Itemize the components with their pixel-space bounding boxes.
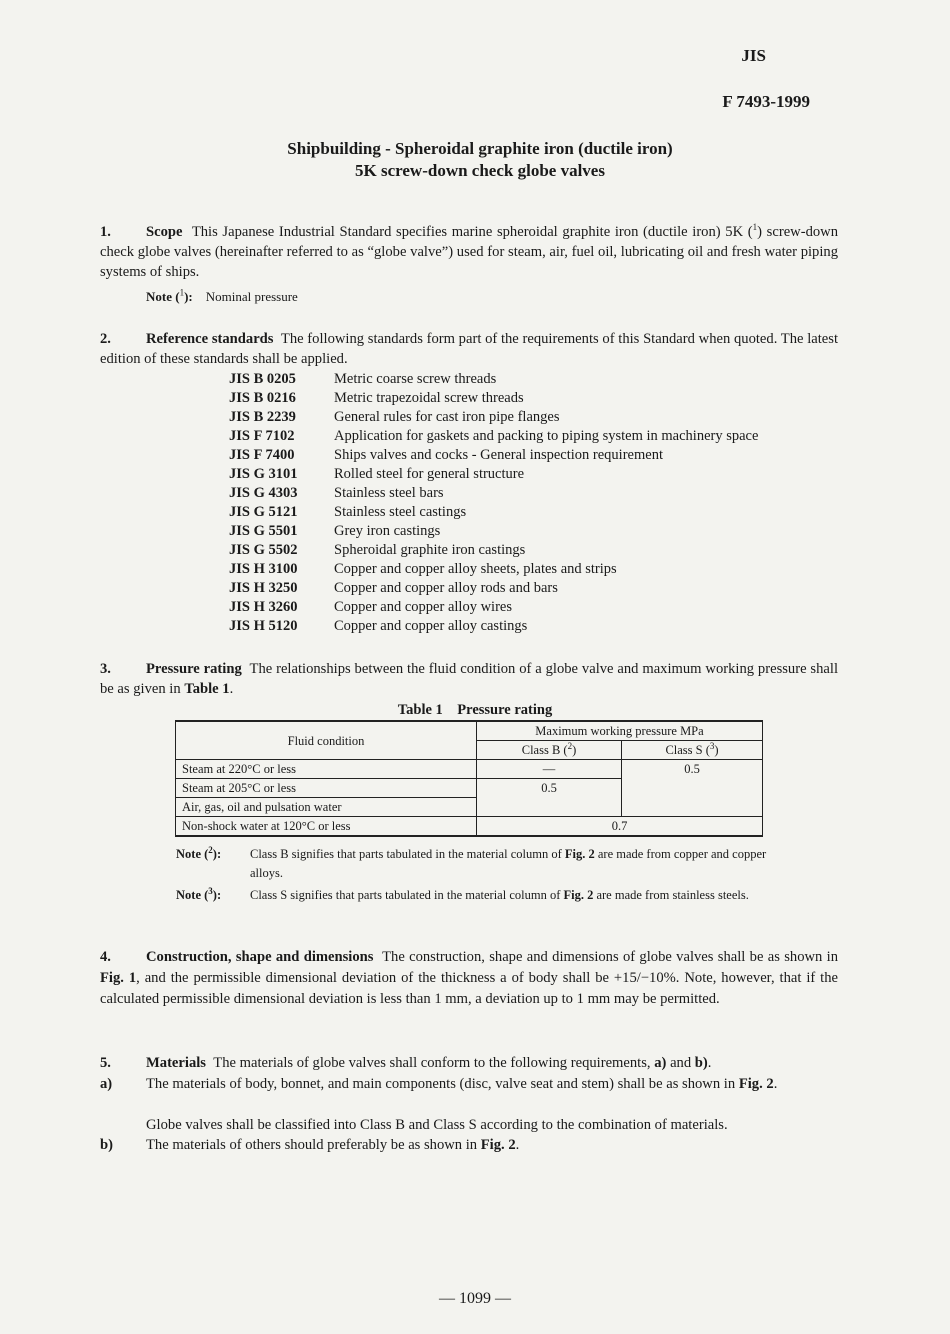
section-reference-standards bbox=[100, 329, 838, 369]
note-ref: 3 bbox=[208, 885, 213, 896]
note-text bbox=[250, 845, 770, 883]
standard-code: JIS G 3101 bbox=[229, 466, 298, 482]
punct: . bbox=[707, 1055, 712, 1071]
fig-ref: Fig. 2 bbox=[564, 847, 595, 861]
standard-row bbox=[229, 617, 758, 636]
item-text: The materials of body, bonnet, and main components (disc, valve seat and stem) shall be as shown in bbox=[146, 1076, 736, 1092]
standard-title: Grey iron castings bbox=[334, 523, 441, 539]
note-label bbox=[176, 886, 250, 905]
standard-title: Copper and copper alloy castings bbox=[334, 618, 528, 634]
note-text-b: are made from copper and copper alloys. bbox=[250, 847, 767, 880]
table-note-2 bbox=[176, 845, 770, 883]
note-ref: 2 bbox=[208, 844, 213, 855]
pressure-rating-table bbox=[175, 720, 763, 837]
table-note-3 bbox=[176, 886, 770, 905]
table-ref: Table 1 bbox=[184, 681, 230, 697]
fluid-cell: Steam at 205°C or less bbox=[176, 779, 477, 798]
standard-row bbox=[229, 484, 758, 503]
standard-title: Copper and copper alloy wires bbox=[334, 599, 512, 615]
section-number: 1. bbox=[100, 224, 111, 240]
section-pressure-rating bbox=[100, 659, 838, 699]
header-class-b bbox=[477, 741, 622, 760]
jis-header: JIS bbox=[741, 46, 766, 65]
section-number: 2. bbox=[100, 331, 111, 347]
standard-code: JIS B 2239 bbox=[229, 409, 296, 425]
standard-title: Ships valves and cocks - General inspection requirement bbox=[334, 447, 663, 463]
class-s-ref: 3 bbox=[709, 740, 715, 751]
section-heading: Pressure rating bbox=[146, 661, 242, 677]
header-class-s bbox=[622, 741, 763, 760]
standard-code: JIS B 0216 bbox=[229, 390, 296, 406]
class-b-cell: 0.5 bbox=[477, 779, 622, 817]
standard-row bbox=[229, 598, 758, 617]
standard-code: JIS F 7102 bbox=[229, 428, 295, 444]
standard-row bbox=[229, 503, 758, 522]
item-ref: b) bbox=[694, 1055, 708, 1071]
fig-ref: Fig. 2 bbox=[563, 888, 594, 902]
section-materials bbox=[100, 1053, 838, 1073]
punct: . bbox=[229, 681, 234, 697]
section-construction bbox=[100, 947, 838, 1010]
fig-ref: Fig. 1 bbox=[100, 970, 137, 986]
note-label-text: Note ( bbox=[176, 847, 209, 861]
standard-row bbox=[229, 389, 758, 408]
standard-row bbox=[229, 579, 758, 598]
conj: and bbox=[670, 1055, 692, 1071]
section-text: The materials of globe valves shall conform to the following requirements, bbox=[213, 1055, 651, 1071]
standard-row bbox=[229, 465, 758, 484]
class-b-cell: — bbox=[477, 760, 622, 779]
standard-title: Metric coarse screw threads bbox=[334, 371, 497, 387]
section-number: 5. bbox=[100, 1055, 111, 1071]
standard-row bbox=[229, 427, 758, 446]
standard-title: Copper and copper alloy sheets, plates and strips bbox=[334, 561, 617, 577]
note-text-a: Class B signifies that parts tabulated in the material column of bbox=[250, 847, 565, 861]
page-number: — 1099 — bbox=[439, 1290, 511, 1307]
standard-row bbox=[229, 541, 758, 560]
materials-item-b: b) The materials of others should preferably be as shown in Fig. 2. bbox=[100, 1137, 520, 1153]
note-text-a: Class S signifies that parts tabulated in the material column of bbox=[250, 888, 564, 902]
table-caption: Table 1 Pressure rating bbox=[397, 702, 553, 718]
note-label bbox=[176, 845, 250, 864]
section-text-cont: , and the permissible dimensional deviation of the thickness a of body shall be +15/−10%. Note, however, that if the calculated permissible dimensional deviation is less than 1 mm, a deviation up to 1 mm may be permitted. bbox=[100, 970, 838, 1007]
note-label: Note ( bbox=[146, 289, 180, 304]
note-close: ): bbox=[212, 847, 222, 861]
standard-code: JIS H 5120 bbox=[229, 618, 298, 634]
fluid-cell: Steam at 220°C or less bbox=[176, 760, 477, 779]
item-ref: a) bbox=[654, 1055, 667, 1071]
standard-code: JIS H 3260 bbox=[229, 599, 298, 615]
section-heading: Construction, shape and dimensions bbox=[146, 949, 374, 965]
item-text: The materials of others should preferably be as shown in bbox=[146, 1137, 478, 1153]
standard-row bbox=[229, 370, 758, 389]
standard-code: JIS G 5501 bbox=[229, 523, 298, 539]
class-b-label: Class B ( bbox=[521, 743, 568, 757]
section-text: The relationships between the fluid condition of a globe valve and maximum working pressure shall be as given in bbox=[100, 661, 838, 697]
standard-row bbox=[229, 408, 758, 427]
note-text: Nominal pressure bbox=[205, 289, 298, 304]
standard-title: Spheroidal graphite iron castings bbox=[334, 542, 526, 558]
standard-row bbox=[229, 446, 758, 465]
scope-note bbox=[146, 287, 298, 306]
standard-title: Copper and copper alloy rods and bars bbox=[334, 580, 558, 596]
section-text: The construction, shape and dimensions of globe valves shall be as shown in bbox=[382, 949, 838, 965]
document-title bbox=[0, 138, 950, 182]
header-max-pressure: Maximum working pressure MPa bbox=[477, 721, 763, 741]
paren: ) bbox=[714, 743, 719, 757]
fluid-cell: Air, gas, oil and pulsation water bbox=[176, 798, 477, 817]
item-label: a) bbox=[100, 1076, 113, 1092]
class-s-label: Class S ( bbox=[665, 743, 710, 757]
fig-ref: Fig. 2 bbox=[738, 1076, 774, 1092]
section-number: 3. bbox=[100, 661, 111, 677]
header-fluid-condition: Fluid condition bbox=[176, 721, 477, 760]
note-close: ): bbox=[184, 289, 193, 304]
standard-title: Application for gaskets and packing to piping system in machinery space bbox=[334, 428, 759, 444]
standard-code: JIS G 4303 bbox=[229, 485, 298, 501]
scope-text-cont: ) screw-down check globe valves (hereinafter referred to as “globe valve”) used for steam, air, fuel oil, lubricating oil and fresh water piping systems of ships. bbox=[100, 224, 838, 280]
standard-code: JIS H 3250 bbox=[229, 580, 298, 596]
standard-code: JIS F 7400 bbox=[229, 447, 295, 463]
title-line-2: 5K screw-down check globe valves bbox=[355, 161, 605, 180]
class-s-cell: 0.5 bbox=[622, 760, 763, 817]
materials-item-a: a) The materials of body, bonnet, and main components (disc, valve seat and stem) shall be as shown in Fig. 2. bbox=[100, 1076, 778, 1092]
note-text-b: are made from stainless steels. bbox=[593, 888, 749, 902]
note-ref: 1 bbox=[179, 287, 185, 298]
footnote-ref: 1 bbox=[752, 222, 758, 233]
standard-row bbox=[229, 522, 758, 541]
scope-text: This Japanese Industrial Standard specifies marine spheroidal graphite iron (ductile iron) 5K ( bbox=[191, 224, 753, 240]
materials-item-a-extra: Globe valves shall be classified into Class B and Class S according to the combination of materials. bbox=[146, 1117, 728, 1133]
fig-ref: Fig. 2 bbox=[480, 1137, 516, 1153]
section-number: 4. bbox=[100, 949, 111, 965]
table-row bbox=[176, 760, 763, 779]
standard-code: JIS H 3100 bbox=[229, 561, 298, 577]
note-text bbox=[250, 886, 770, 905]
standard-title: Rolled steel for general structure bbox=[334, 466, 525, 482]
both-class-cell: 0.7 bbox=[477, 817, 763, 837]
standard-title: Stainless steel bars bbox=[334, 485, 444, 501]
item-label: b) bbox=[100, 1137, 113, 1153]
fluid-cell: Non-shock water at 120°C or less bbox=[176, 817, 477, 837]
standard-title: General rules for cast iron pipe flanges bbox=[334, 409, 560, 425]
standards-list bbox=[229, 370, 758, 636]
section-heading: Materials bbox=[146, 1055, 206, 1071]
class-b-ref: 2 bbox=[567, 740, 573, 751]
paren: ) bbox=[572, 743, 577, 757]
standard-title: Metric trapezoidal screw threads bbox=[334, 390, 524, 406]
standard-code: JIS G 5502 bbox=[229, 542, 298, 558]
standard-code: JIS G 5121 bbox=[229, 504, 298, 520]
standard-title: Stainless steel castings bbox=[334, 504, 467, 520]
note-label-text: Note ( bbox=[176, 888, 209, 902]
section-heading: Scope bbox=[146, 224, 183, 240]
standard-row bbox=[229, 560, 758, 579]
standard-number: F 7493-1999 bbox=[722, 92, 810, 111]
standard-code: JIS B 0205 bbox=[229, 371, 296, 387]
section-scope bbox=[100, 222, 838, 282]
section-text: The following standards form part of the requirements of this Standard when quoted. The latest edition of these standards shall be applied. bbox=[100, 331, 838, 367]
note-close: ): bbox=[212, 888, 222, 902]
title-line-1: Shipbuilding - Spheroidal graphite iron (ductile iron) bbox=[287, 139, 673, 158]
section-heading: Reference standards bbox=[146, 331, 274, 347]
table-row bbox=[176, 817, 763, 837]
